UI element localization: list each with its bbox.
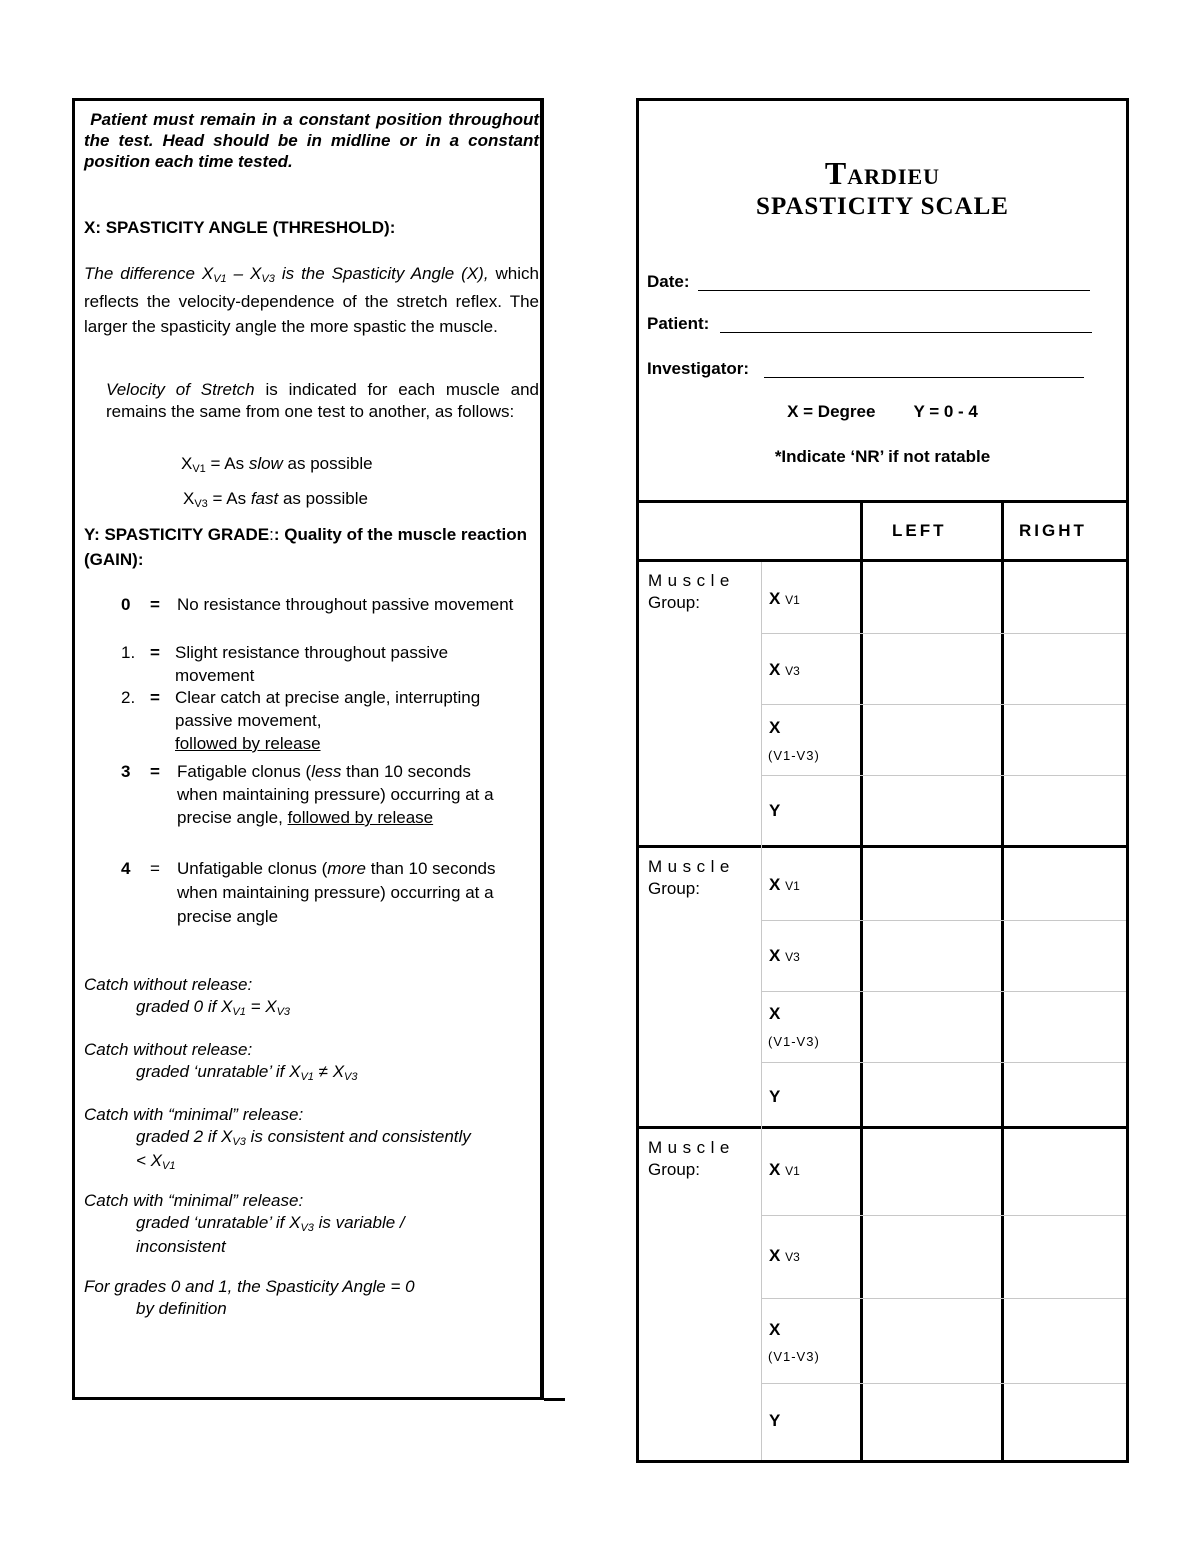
row-label-x-diff: X xyxy=(769,1004,781,1023)
investigator-label: Investigator: xyxy=(647,359,750,378)
row-label-y: Y xyxy=(769,1087,781,1106)
row-label-y: Y xyxy=(769,801,781,820)
table-top-border xyxy=(639,500,1126,503)
row-line xyxy=(761,775,1126,776)
row-label-xv1: X V1 xyxy=(769,589,800,608)
intro-text: Patient must remain in a constant position throughout the test. Head should be in midline or in a constant position each time tested. xyxy=(84,110,539,171)
row-line xyxy=(761,1383,1126,1384)
form-title: TARDIEU xyxy=(824,155,941,191)
row-line xyxy=(761,1298,1126,1299)
row-label-xv1: X V1 xyxy=(769,1160,800,1179)
note-catch-no-release-unratable: Catch without release: graded ‘unratable’ if XV1 ≠ XV3 xyxy=(84,1040,358,1083)
muscle-group-label: Muscle Group: xyxy=(648,1138,735,1179)
muscle-group-label: Muscle Group: xyxy=(648,857,735,898)
form-subtitle: SPASTICITY SCALE xyxy=(756,193,1009,220)
x-degree-label: X = Degree xyxy=(787,402,876,421)
investigator-field[interactable] xyxy=(764,377,1084,378)
row-line xyxy=(761,1062,1126,1063)
scale-legend xyxy=(639,402,1126,422)
y-range-label: Y = 0 - 4 xyxy=(913,402,978,421)
group-divider-2 xyxy=(639,1126,1126,1129)
date-field[interactable] xyxy=(698,290,1090,291)
left-column-border xyxy=(860,500,863,1460)
nr-note: *Indicate ‘NR’ if not ratable xyxy=(774,447,991,466)
velocity-fast: XV3 = As fast as possible xyxy=(183,489,368,510)
row-label-x-diff: X xyxy=(769,1320,781,1339)
note-grades-0-1: For grades 0 and 1, the Spasticity Angle = 0 by definition xyxy=(84,1277,415,1318)
muscle-group-label: Muscle Group: xyxy=(648,571,735,612)
row-line xyxy=(761,704,1126,705)
x-description: The difference XV1 – XV3 is the Spasticity Angle (X), which reflects the velocity-dependence of the stretch reflex. The larger the spasticity angle the more spastic the muscle. xyxy=(84,264,539,336)
panel-underline xyxy=(544,1398,565,1401)
row-label-diff-sub: (V1-V3) xyxy=(768,748,820,763)
row-label-diff-sub: (V1-V3) xyxy=(768,1034,820,1049)
row-label-xv3: X V3 xyxy=(769,946,800,965)
row-label-xv3: X V3 xyxy=(769,1246,800,1265)
row-label-xv1: X V1 xyxy=(769,875,800,894)
row-label-x-diff: X xyxy=(769,718,781,737)
label-column-divider xyxy=(761,562,762,1460)
row-line xyxy=(761,991,1126,992)
x-heading: X: SPASTICITY ANGLE (THRESHOLD): xyxy=(84,218,396,237)
patient-label: Patient: xyxy=(647,314,710,333)
row-line xyxy=(761,920,1126,921)
score-form-panel xyxy=(636,98,1129,1463)
right-column-border xyxy=(1001,500,1004,1460)
group-divider-1 xyxy=(639,845,1126,848)
column-header-right: RIGHT xyxy=(1019,521,1087,540)
date-label: Date: xyxy=(647,272,690,291)
column-header-left: LEFT xyxy=(892,521,947,540)
note-minimal-release-2: Catch with “minimal” release: graded 2 if XV3 is consistent and consistently < XV1 xyxy=(84,1105,471,1172)
row-line xyxy=(761,1215,1126,1216)
patient-field[interactable] xyxy=(720,332,1092,333)
header-bottom-border xyxy=(639,559,1126,562)
y-heading: Y: SPASTICITY GRADE:: Quality of the muscle reaction (GAIN): xyxy=(84,525,528,569)
note-catch-no-release-0: Catch without release: graded 0 if XV1 = XV3 xyxy=(84,975,291,1018)
row-label-y: Y xyxy=(769,1411,781,1430)
row-line xyxy=(761,633,1126,634)
note-minimal-release-unratable: Catch with “minimal” release: graded ‘unratable’ if XV3 is variable / inconsistent xyxy=(84,1191,405,1256)
velocity-text: Velocity of Stretch is indicated for each muscle and remains the same from one test to another, as follows: xyxy=(106,380,539,421)
velocity-slow: XV1 = As slow as possible xyxy=(181,454,373,475)
instructions-panel: Patient must remain in a constant position throughout the test. Head should be in midline or in a constant position each time tested. X: SPASTICITY ANGLE (THRESHOLD): The difference XV1 – XV3 is the Spasticity Angle (X), which reflects the velocity-dependence of the stretch reflex. The larger the spasticity angle the more spastic the muscle. Velocity of Stretch is indicated for each muscle and remains the same from one test to another, as follows: XV1 = As slow as possible XV3 = As fast as possible Y: SPASTICITY GRADE:: Quality of the muscle reaction (GAIN): 0 = No resistance throughout passive movement 1. = Slight resistance throughout passive movement 2. = Clear catch at precise angle, interrupting passive movement, followed by release 3 = Fatigable clonus (less than 10 seconds when maintaining pressure) occurring at a precise angle, followed by release 4 = Unfatigable clonus (more than 10 seconds when maintaining pressure) occurring at a precise angle Catch without release: graded 0 if XV1 = XV3 Catch without release: graded ‘unratable’ if XV1 ≠ XV3 Catch with “minimal” release: graded 2 if XV3 is consistent and consistently < XV1 Catch with “minimal” release: graded ‘unratable’ if XV3 is variable / inconsistent For grades 0 and 1, the Spasticity Angle = 0 by definition xyxy=(72,98,544,1400)
row-label-xv3: X V3 xyxy=(769,660,800,679)
row-label-diff-sub: (V1-V3) xyxy=(768,1349,820,1364)
